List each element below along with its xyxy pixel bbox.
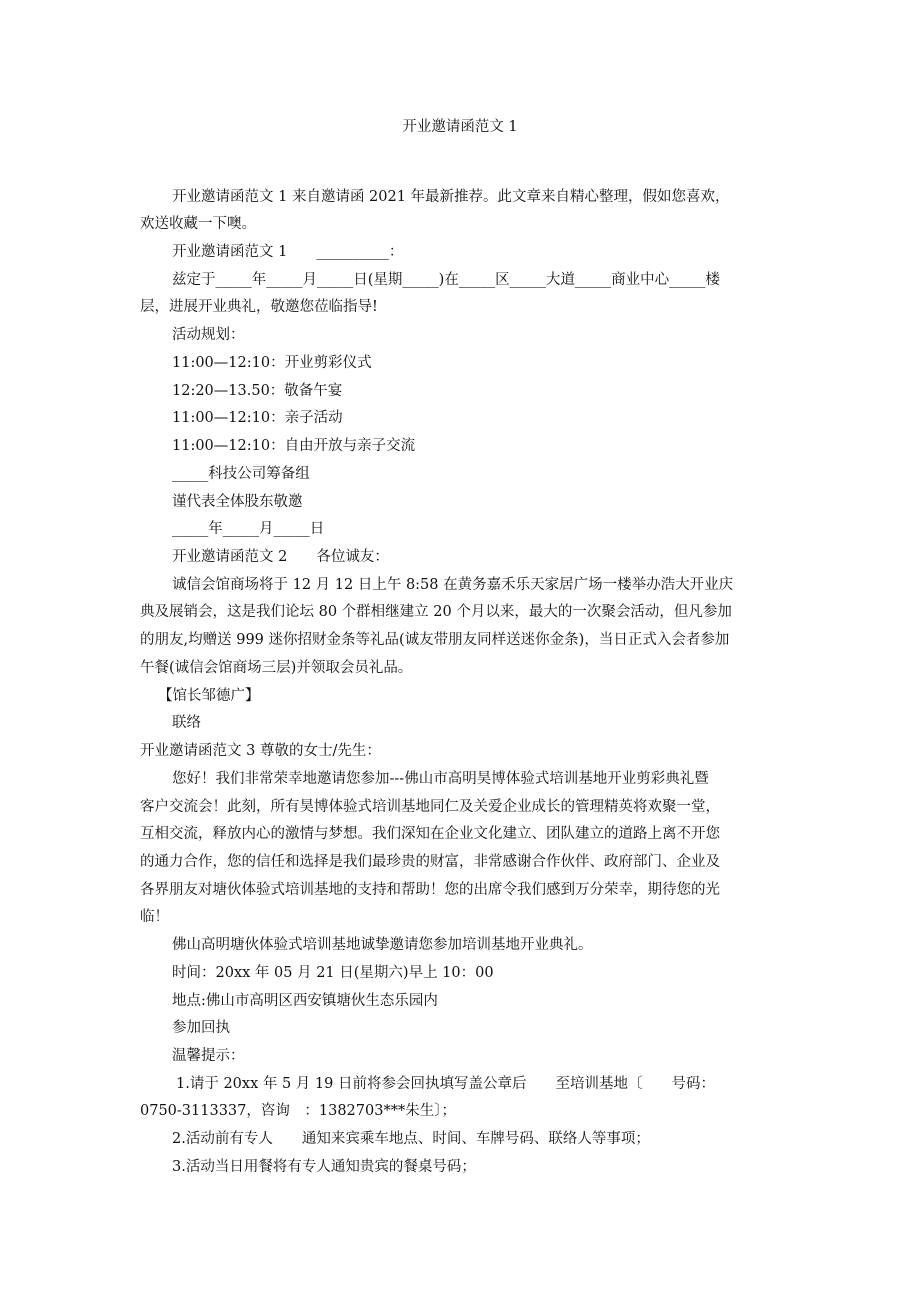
paragraph-line: 诚信会馆商场将于 12 月 12 日上午 8:58 在黄务嘉禾乐天家居广场一楼举办浩大开业庆: [172, 577, 734, 593]
paragraph-line: 欢送收藏一下噢。: [140, 216, 256, 232]
paragraph-line: 参加回执: [172, 1020, 230, 1036]
schedule-item: 12:20—13.50：敬备午宴: [172, 383, 343, 399]
tip-item-continued: 0750-3113337，咨询 ：1382703***朱生〕；: [140, 1103, 456, 1119]
tip-item: 2.活动前有专人 通知来宾乘车地点、时间、车牌号码、联络人等事项；: [172, 1131, 650, 1147]
paragraph-line: 开业邀请函范文 3 尊敬的女士/先生：: [140, 743, 381, 759]
paragraph-line: 兹定于_____年_____月_____日(星期_____)在_____区_____大道_____商业中心_____楼: [172, 272, 720, 288]
schedule-item: 11:00—12:10：开业剪彩仪式: [172, 355, 372, 371]
paragraph-line: 温馨提示：: [172, 1048, 245, 1064]
schedule-item: 11:00—12:10：自由开放与亲子交流: [172, 438, 416, 454]
paragraph-line: _____年_____月_____日: [172, 521, 325, 537]
document-title: 开业邀请函范文 1: [402, 119, 518, 135]
paragraph-line: 的通力合作，您的信任和选择是我们最珍贵的财富，非常感谢合作伙伴、政府部门、企业及: [140, 854, 720, 870]
paragraph-line: 临！: [140, 909, 169, 925]
schedule-item: 11:00—12:10：亲子活动: [172, 410, 343, 426]
paragraph-line: 佛山高明塘伙体验式培训基地诚挚邀请您参加培训基地开业典礼。: [172, 937, 593, 953]
paragraph-line: 开业邀请函范文 1 来自邀请函 2021 年最新推荐。此文章来自精心整理，假如您喜欢，: [172, 189, 730, 205]
paragraph-line: 开业邀请函范文 1 __________：: [172, 244, 404, 260]
paragraph-line: 时间：20xx 年 05 月 21 日(星期六)早上 10：00: [172, 965, 494, 981]
paragraph-line: 典及展销会，这是我们论坛 80 个群相继建立 20 个月以来，最大的一次聚会活动，但凡参加: [140, 604, 732, 620]
paragraph-line: 联络: [172, 715, 201, 731]
paragraph-line: _____科技公司筹备组: [172, 466, 310, 482]
paragraph-line: 的朋友,均赠送 999 迷你招财金条等礼品(诚友带朋友同样送迷你金条)，当日正式入会者参加: [140, 632, 730, 648]
paragraph-line: 互相交流，释放内心的激情与梦想。我们深知在企业文化建立、团队建立的道路上离不开您: [140, 826, 720, 842]
paragraph-line: 谨代表全体股东敬邀: [172, 494, 303, 510]
signature-line: 【馆长邹德广】: [158, 688, 260, 704]
paragraph-line: 活动规划：: [172, 327, 245, 343]
tip-item: 1.请于 20xx 年 5 月 19 日前将参会回执填写盖公章后 至培训基地〔 号码：: [176, 1076, 715, 1092]
paragraph-line: 午餐(诚信会馆商场三层)并领取会员礼品。: [140, 660, 413, 676]
paragraph-line: 您好！我们非常荣幸地邀请您参加---佛山市高明昊博体验式培训基地开业剪彩典礼暨: [172, 771, 709, 787]
paragraph-line: 客户交流会！此刻，所有昊博体验式培训基地同仁及关爱企业成长的管理精英将欢聚一堂，: [140, 799, 720, 815]
tip-item: 3.活动当日用餐将有专人通知贵宾的餐桌号码；: [172, 1159, 476, 1175]
paragraph-line: 层，进展开业典礼，敬邀您莅临指导!: [140, 299, 378, 315]
paragraph-line: 开业邀请函范文 2 各位诚友：: [172, 549, 389, 565]
paragraph-line: 地点:佛山市高明区西安镇塘伙生态乐园内: [172, 993, 438, 1009]
paragraph-line: 各界朋友对塘伙体验式培训基地的支持和帮助！您的出席令我们感到万分荣幸，期待您的光: [140, 882, 720, 898]
